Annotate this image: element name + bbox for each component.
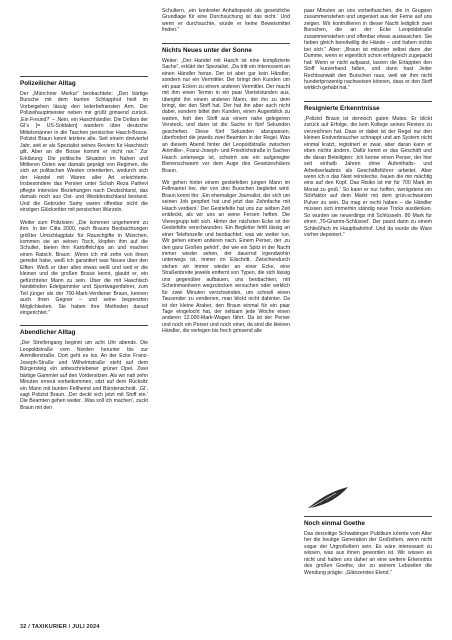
section-heading: Nichts Neues unter der Sonne [162, 43, 290, 55]
quill-feather-icon [306, 484, 350, 512]
column-3 [304, 8, 432, 239]
paragraph: Wir gehen hinter einem gestiefelten jungen Mann im Fellmantel her, der von drei Burschen begleitet wird. Braun kennt ihn: ‚Ein ehemaliger Journalist, der sich um seinen Job geopfert hat und jetzt das Zehnfache mit Hasch verdient.‘ Der Gestiefelte hat uns zur selben Zeit entdeckt, als wir uns an seine Fersen heften. Die Vierergrupp teilt sich. Hinter der nächsten Ecke ist der Gestiefelte verschwunden. Ein Begleiter fehlt lässig an einer Telefonzelle und beobachtet, was wir weiter tun. Wir gehen einem anderen nach. Einem Perser, der ‚zu den ganz Großen gehört‘, der wie ein Spitz in der Nacht immer wieder sehen, der dauernd irgendwohin unterwegs ist, immer im Eilschritt. Zwischendurch stehen wir immer wieder an einer Ecke, eine Straßenbreite jeweils entfernt von Typen, die sich lässig uns gegenüber aufbauen, uns beobachten, mit Scheinmanövern wegzulocken versuchen oder wirklich für zwei Minuten verschwinden, um schnell einen Tausender zu verdienen, man blickt nicht dahinter. Da ist der kleine Araber, den Braun einmal für ein paar Tage eingelocht hat, der seltsam jede Woche einen anderen 12.000-Mark-Wagen fährt. Da ist der Perser und noch ein Perser und noch einer, da sind die kleinen Händler, die verlegen bis frech grinsend alle [162, 179, 290, 335]
column-2 [162, 8, 290, 335]
paragraph: Schultern, ‚ein konkreter Anhaltspunkt als gesetzliche Grundlage für eine Durchsuchung ist das nicht.‘ Und wenn er durchsuchte, würde er keine Beweismittel finden.“ [162, 8, 290, 34]
paragraph: Der „Münchner Merkur“ beobachtete: „Den bärtige Bursche mit dem bunten Schlapphut hielt im Vorbeigehen lässig den lederbefransten Arm. Der Polizeihauptmeister neben mir grüßt grinsend zurück. ‚Ein Freund?‘ – ‚Nein, ein Haschhändler. Die Dollars der GI’s [= US-Soldaten] wandern über deutsche Mittelsmänner in die Taschen persischer Hasch-Bosse. Polizist Braun kennt letztere alle. Seit einem dreiviertel Jahr, seit er als Spezialist seines Reviers für Haschisch gilt. Aber an die Bosse kommt er nicht ran.“ Zur Erklärung: Die politische Situation im Nahen und Mittleren Osten war damals geprägt von Regimen, die sich an politischen Westen orientierten, wodurch sich der Handel mit Waren aller Art erleichterte. Insbesondere das Persien unter Schah Reza Pahlevi pflegte intensive Beziehungen nach Deutschland, das damals noch aus Ost- und Westdeutschland bestand. Und die Gebrüder Samy waren offenbar nicht die einzigen Glücksritter mit persischen Wurzeln. [20, 91, 148, 214]
column-3-bottom [304, 516, 432, 576]
section-heading: Abendlicher Alltag [20, 325, 148, 337]
column-1 [20, 8, 148, 411]
section-heading: Polizeilicher Alltag [20, 76, 148, 88]
section-heading: Noch einmal Goethe [304, 516, 432, 528]
paragraph: Weiter: „Der Handel mit Hasch ist eine komplizierte Sache“, erklärt der Spezialist. „Da tritt ein Interessent an einen Händler heran. Der ist aber gar kein Händler, sondern nur ein Vermittler. Der bringt den Kunden um ein paar Ecken zu einem anderen Vermittler. Der macht mit ihm einen Termin in ein paar Viertelstunden aus, übergibt ihn einem anderen Mann, der ihn zu dem bringt, der den Stoff hat. Der hat ihn aber auch nicht dabei, sondern bittet den Kunden, einen Augenblick zu warten, holt den Stoff aus einem nahe gelegenen Versteck, und dann ist die Sache in fünf Sekunden geschehen. Diese fünf Sekunden abzupassen, überfordert die jeweils zwei Beamten in der Regel. Was an diesem Abend hinter der Leopoldstraße zwischen Ainmiller-, Franz-Joseph- und Friedrichstraße in Sachen Hasch unterwegs ist, schwirrt wie ein aufgeregter Bienenschwarm vor dem Auge des Gesetzeshüters Braun. [162, 57, 290, 174]
paragraph: Weiter zum Polizisten: „Die kommen ungehemmt zu ihm. In der Citta 2000, nach Brauns Beobachtungen größter Umschlagplatz für Rauschgifte in München, kommen sie an seinen Tisch, klopfen ihm auf die Schulter, bieten ihm Kartoffelchips an und machen einen Ratsch. Braun: ‚Wenn ich mit zehn von ihnen geredet habe, weiß ich garantiert was Neues über den Elften. Weiß er über alles etwas weiß und weil er die kleinen und die großen Bosse kennt, glaubt er, ein gefürchteter Mann zu sein. Über die mit Haschisch handelnden Edelgammler und Sportwagenfahrer, zum Teil jünger als der 700-Mark-Verdiener Braun, kennen auch ihren Gegner – und seine begrenzten Möglichkeiten. Sie haben ihre Methoden darauf eingerichtet.“ [20, 219, 148, 316]
paragraph: „Der Streifengang beginnt um acht Uhr abends. Die Leopoldstraße vom Norden herunter bis zur Ainmillerstraße. Dort geht es los. An der Ecke Franz-Joseph-Straße und Wilhelmstraße steht auf dem Bürgersteig ein unbeschriebener grüner Opel. Zwei bärtige Gammler auf den Vordersitzen. Als wir nah zehn Minuten erneut vorbeikommen, sitzt auf dem Rücksitz ein Mann mit bunten Fellhemd und Bürstenschnitt. ‚GI‘, sagt Polizist Braun. ‚Der deckt sich jetzt mit Stoff ein.‘ Die Beamten gehen weiter. ‚Was soll ich machen‘, zuckt Braun mit den [20, 340, 148, 411]
paragraph: Das derzeitige Schwabinger Publikum könnte vom Alter her die heutige Generation der Großeltern, wenn nicht sogar der Urgroßeltern sein. Es wäre interessant zu wissen, was aus ihnen geworden ist. Wir wissen es nicht und halten uns daher an eine weitere Erkenntnis des großen Goethe, der zu seinem Lebzeiten die Wendung prägte: „Glänzendes Elend.“ [304, 531, 432, 576]
section-heading: Resignierte Erkenntnisse [304, 101, 432, 113]
paragraph: „Polizist Braun ist dennoch guten Mutes. Er blickt zurück auf Erfolge, die kein Kollege seines Reviers zu verzeichnen hat. Dass er dabei ist der Regel nur den kleinen Endverbraucher schnappt und am System nicht einmal kratzt, registriert er zwar, aber daran kann er eben nichts ändern. Dafür kennt er das Geschäft und die daran Beteiligten: ‚Ich kenne einen Perser, der hier seit einhalb Jahren ohne Aufenthalts- und Arbeitserlaubnis als Geschäftsführer arbeitet. Aber wenn ich n das Nest reinsteche, hauen die mir mächtig eins auf den Kopf. Das Risiko ist mir für 700 Mark im Monat zu groß.‘ So kann er nur hoffen, wenigstens ein Störfaktor auf dem Markt mit dem grün-schwarzen Pulver zu sein. Da mag er recht haben – die Händler müssen sich immerhin ständig neue Tricks ausdenken. So wurden sie neuerdings mit Schlüsseln. 80 Mark für einen ‚70-Gramm-Schlüssel‘. Der passt dann zu einem Schließfach im Hauptbahnhof. Und da wurde die Ware vorher deponiert.“ [304, 115, 432, 239]
page-footer: 32 / TAXIKURIER / JULI 2024 [20, 624, 100, 630]
paragraph: paar Minuten an uns vorbeihuschen, die in Gruppen zusammenstehen und ungeniert aus der Ferne auf uns zeigen. Wir kontrollieren in dieser Nacht lediglich zwei Burschen, die an der Ecke Leopoldstraße zusammenstehen und offenbar etwas austauschen. Sie heben gleich bereitwillig die Hände – und haben nichts bei sich.“ Aber: „Braun ist mitunter selbst dann ‚der Dumme, wenn er eigentlich schon erfolgreich zugepackt hat: Wenn er nicht aufpasst, lassen die Ertappten den Stoff kurzerhand fallen, und dann hast Jeder Rechtsanwalt den Burschen raus, weil wir ihm nicht hundertprozentig nachweisen können, dass er den Stoff wirklich gehabt hat.“ [304, 8, 432, 92]
